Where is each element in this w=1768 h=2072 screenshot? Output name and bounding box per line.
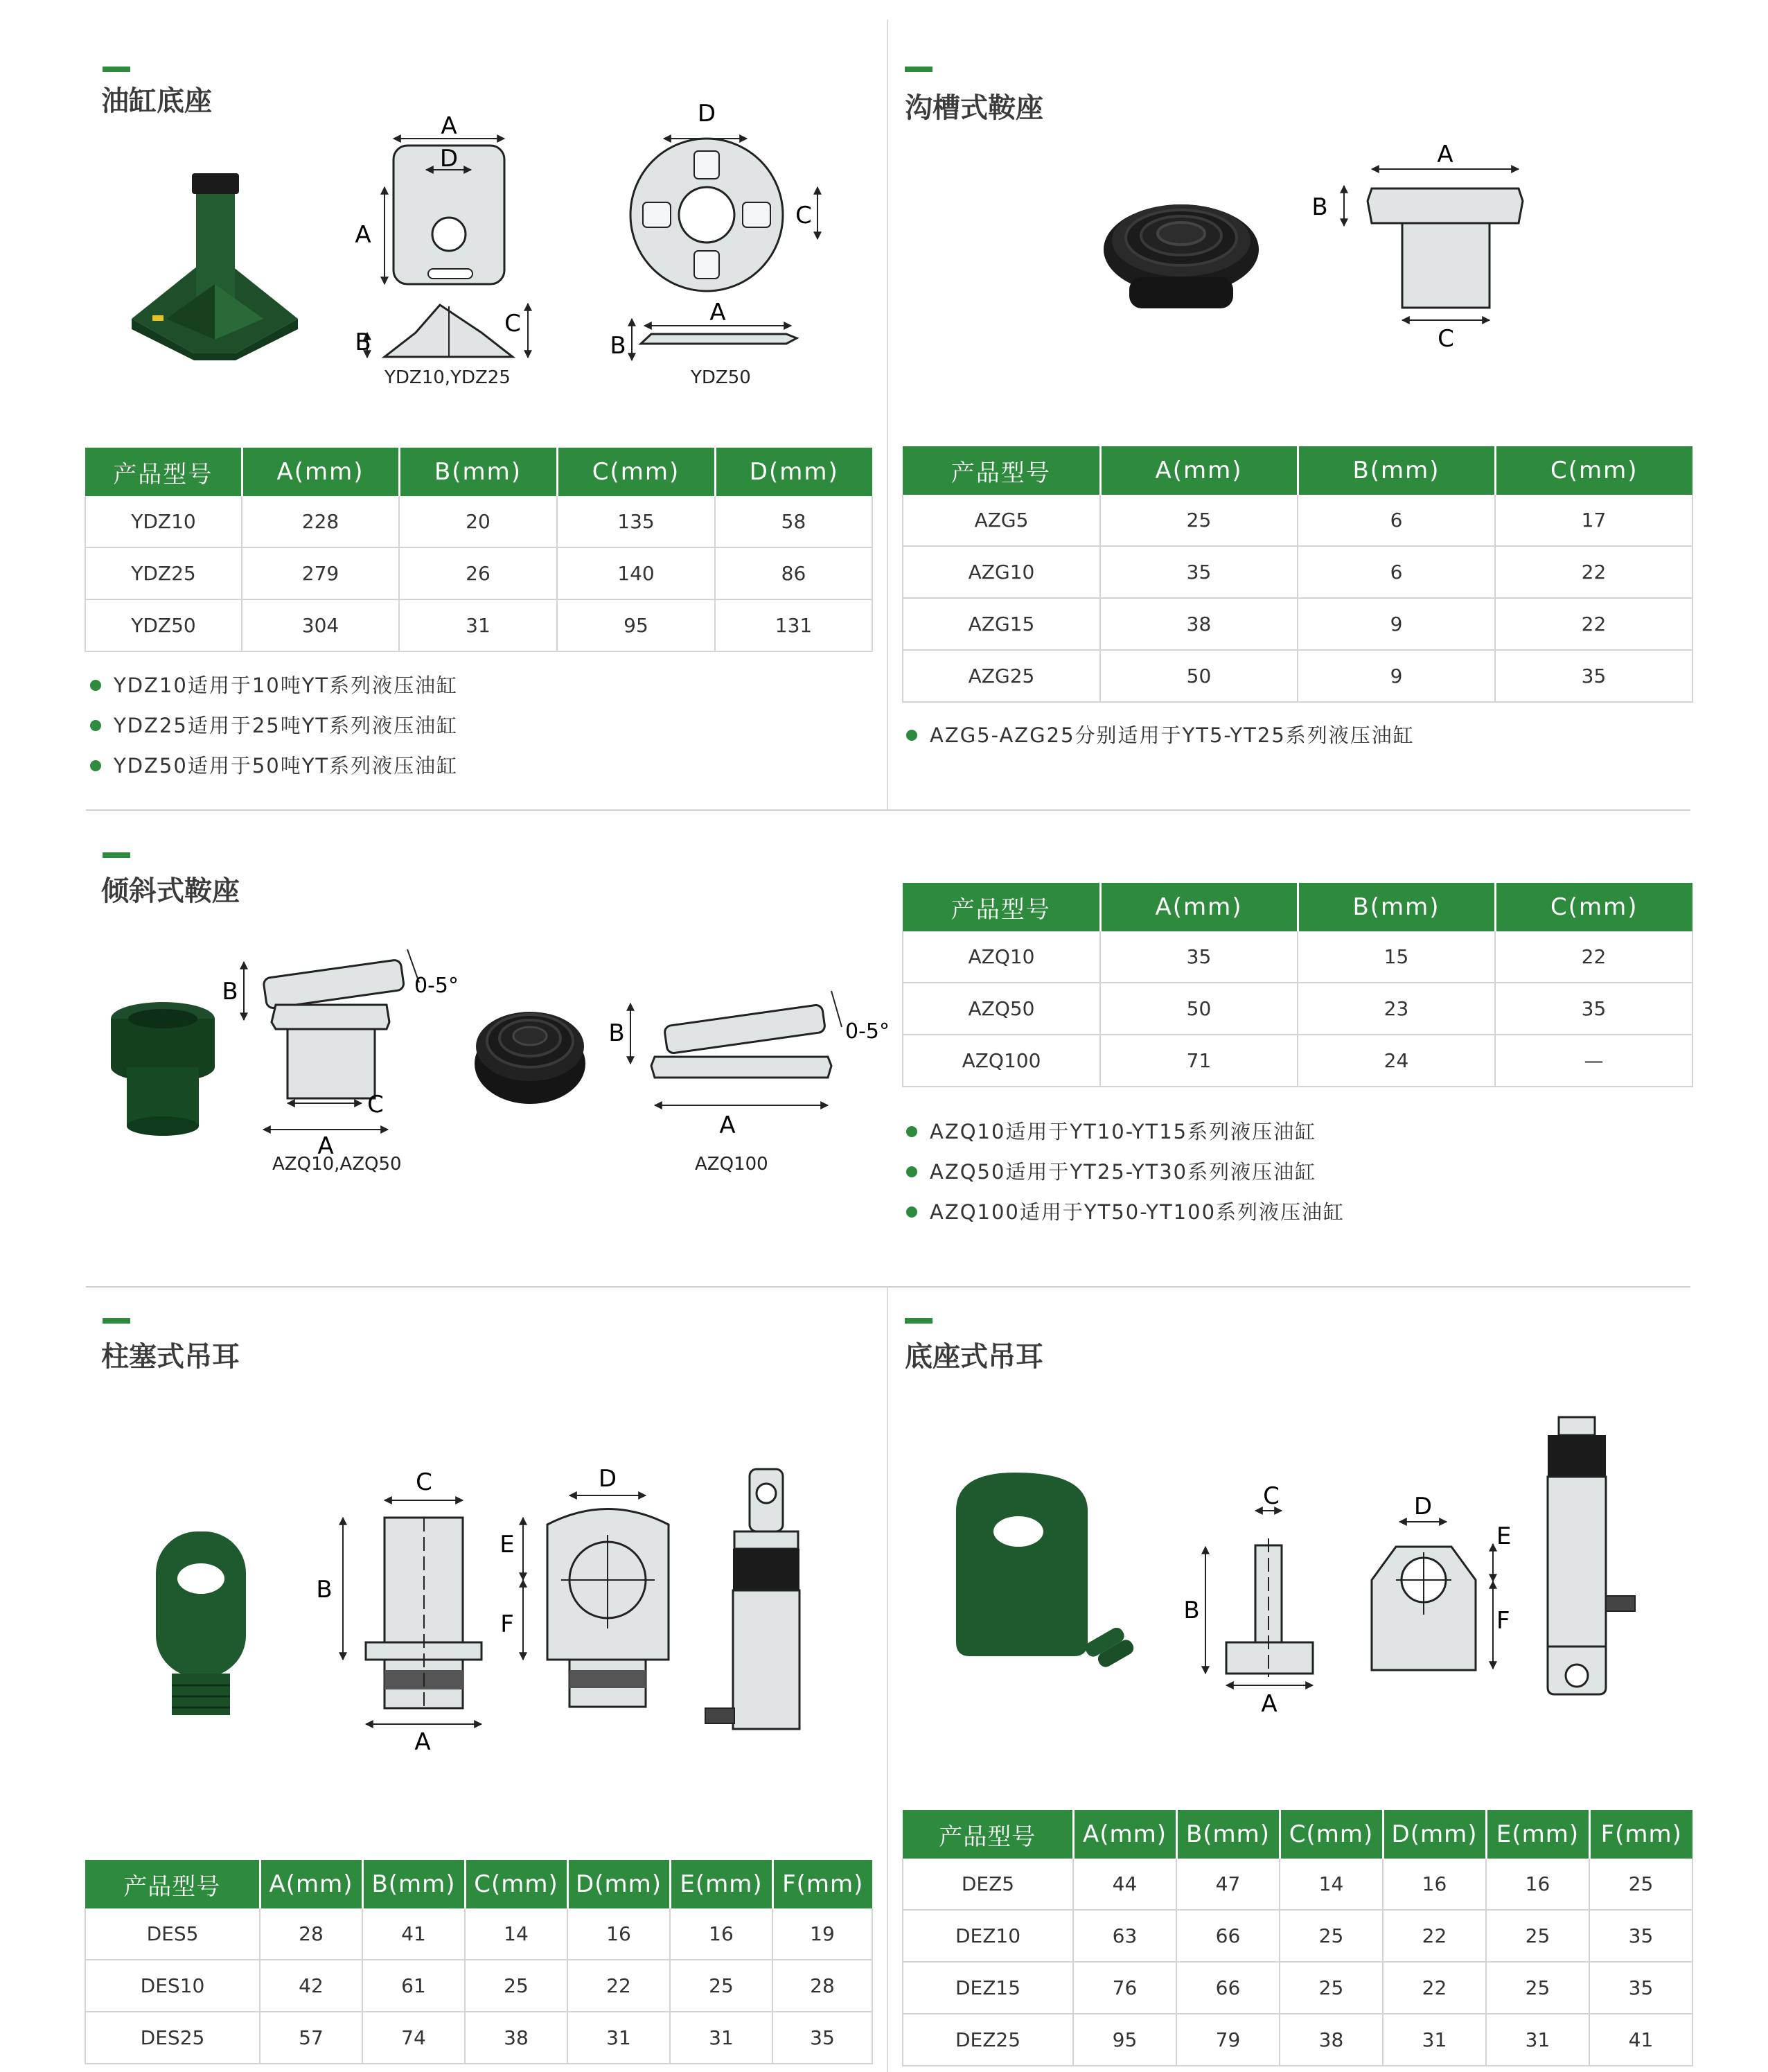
header-c: C(mm) [557, 448, 715, 496]
azq10-azq50-drawing [215, 942, 478, 1164]
cell-model: AZQ100 [903, 1035, 1100, 1087]
note-item: AZQ10适用于YT10-YT15系列液压油缸 [901, 1112, 1345, 1152]
cell-b: 66 [1176, 1962, 1280, 2014]
cylinder-base-notes [85, 665, 458, 786]
note-item: YDZ10适用于10吨YT系列液压油缸 [85, 665, 458, 705]
cell-model: DES5 [85, 1908, 260, 1960]
cell-f: 28 [772, 1960, 872, 2012]
tilt-saddle-notes [901, 1112, 1345, 1232]
cell-c: 14 [465, 1908, 567, 1960]
table-row [85, 547, 872, 599]
header-a: A(mm) [242, 448, 399, 496]
caption-ydz50: YDZ50 [691, 367, 751, 388]
dim-label-angle: 0-5° [845, 1019, 890, 1044]
header-a: A(mm) [260, 1860, 362, 1908]
header-c: C(mm) [1495, 446, 1692, 495]
ydz50-drawing [603, 97, 845, 374]
cell-model: DES25 [85, 2012, 260, 2064]
cell-model: DEZ25 [903, 2014, 1073, 2066]
header-b: B(mm) [362, 1860, 465, 1908]
cell-b: 74 [362, 2012, 465, 2064]
section-accent [103, 1318, 130, 1324]
dim-label-d: D [697, 100, 716, 128]
cell-c: 25 [1280, 1910, 1383, 1962]
cell-model: DEZ10 [903, 1910, 1073, 1962]
table-row [903, 1859, 1692, 1910]
cell-c: 140 [557, 547, 715, 599]
dim-label-e: E [500, 1531, 515, 1559]
section-accent [905, 67, 932, 72]
cell-b: 23 [1298, 983, 1495, 1035]
cell-b: 6 [1298, 495, 1495, 546]
table-row [903, 983, 1692, 1035]
header-a: A(mm) [1073, 1810, 1176, 1859]
cell-d: 86 [715, 547, 872, 599]
section-title-tilt-saddle: 倾斜式鞍座 [101, 875, 240, 907]
plunger-eye-cylinder-drawing [693, 1466, 817, 1743]
cell-c: — [1495, 1035, 1692, 1087]
header-c: C(mm) [1495, 883, 1692, 931]
cell-b: 66 [1176, 1910, 1280, 1962]
cell-b: 15 [1298, 931, 1495, 983]
cell-c: 38 [1280, 2014, 1383, 2066]
table-row [903, 598, 1692, 650]
header-d: D(mm) [567, 1860, 670, 1908]
dim-label-f: F [500, 1610, 514, 1638]
header-d: D(mm) [1383, 1810, 1486, 1859]
table-row [85, 2012, 872, 2064]
dim-label-f: F [1496, 1607, 1510, 1635]
cell-c: 35 [1495, 650, 1692, 702]
dim-label-b: B [316, 1576, 333, 1604]
cell-a: 228 [242, 496, 399, 547]
dim-label-b: B [355, 328, 371, 356]
cell-d: 22 [1383, 1910, 1486, 1962]
table-row [85, 1908, 872, 1960]
caption-ydz10-ydz25: YDZ10,YDZ25 [384, 367, 511, 388]
cell-d: 16 [1383, 1859, 1486, 1910]
base-eye-table [902, 1810, 1693, 2066]
header-d: D(mm) [715, 448, 872, 496]
cell-d: 22 [567, 1960, 670, 2012]
cell-e: 25 [670, 1960, 772, 2012]
cell-a: 76 [1073, 1962, 1176, 2014]
cell-a: 44 [1073, 1859, 1176, 1910]
cell-model: AZQ10 [903, 931, 1100, 983]
cell-model: AZG10 [903, 546, 1100, 598]
dim-label-c: C [795, 202, 812, 229]
cell-model: YDZ25 [85, 547, 242, 599]
cell-b: 31 [399, 599, 557, 651]
cell-c: 135 [557, 496, 715, 547]
header-c: C(mm) [465, 1860, 567, 1908]
cell-model: DEZ5 [903, 1859, 1073, 1910]
header-f: F(mm) [772, 1860, 872, 1908]
header-a: A(mm) [1100, 446, 1298, 495]
header-model: 产品型号 [903, 446, 1100, 495]
dim-label-b: B [1311, 193, 1328, 221]
column-divider-bottom [887, 1288, 888, 2072]
cell-b: 79 [1176, 2014, 1280, 2066]
cell-a: 35 [1100, 546, 1298, 598]
cell-b: 61 [362, 1960, 465, 2012]
header-model: 产品型号 [85, 1860, 260, 1908]
tilt-saddle-photo-black [471, 998, 589, 1109]
note-item: AZQ100适用于YT50-YT100系列液压油缸 [901, 1192, 1345, 1232]
cell-c: 22 [1495, 931, 1692, 983]
section-title-base-eye: 底座式吊耳 [905, 1341, 1043, 1373]
caption-azq10-azq50: AZQ10,AZQ50 [272, 1154, 402, 1175]
cell-f: 19 [772, 1908, 872, 1960]
dim-label-d: D [598, 1465, 617, 1493]
plunger-eye-drawing-front [305, 1462, 492, 1756]
cell-a: 25 [1100, 495, 1298, 546]
tilt-saddle-photo-green [104, 998, 222, 1136]
base-eye-drawing-side [1358, 1490, 1517, 1691]
table-row [85, 496, 872, 547]
plunger-eye-drawing-side [492, 1462, 679, 1726]
header-c: C(mm) [1280, 1810, 1383, 1859]
section-title-grooved-saddle: 沟槽式鞍座 [905, 92, 1043, 124]
cell-a: 28 [260, 1908, 362, 1960]
cell-b: 6 [1298, 546, 1495, 598]
cell-d: 16 [567, 1908, 670, 1960]
dim-label-a: A [317, 1132, 334, 1160]
cell-f: 35 [772, 2012, 872, 2064]
cell-a: 35 [1100, 931, 1298, 983]
cell-e: 25 [1486, 1962, 1589, 2014]
note-item: AZG5-AZG25分别适用于YT5-YT25系列液压油缸 [901, 715, 1415, 755]
cell-b: 47 [1176, 1859, 1280, 1910]
header-model: 产品型号 [903, 883, 1100, 931]
cell-model: DES10 [85, 1960, 260, 2012]
header-a: A(mm) [1100, 883, 1298, 931]
note-item: AZQ50适用于YT25-YT30系列液压油缸 [901, 1152, 1345, 1192]
plunger-eye-table [85, 1860, 873, 2064]
grooved-saddle-photo [1098, 197, 1264, 315]
dim-label-b: B [222, 978, 238, 1006]
cell-model: AZG5 [903, 495, 1100, 546]
dim-label-a: A [709, 299, 726, 326]
dim-label-a: A [719, 1112, 736, 1139]
dim-label-c: C [367, 1091, 384, 1118]
cell-a: 279 [242, 547, 399, 599]
dim-label-b: B [608, 1019, 625, 1047]
table-row [903, 1962, 1692, 2014]
cell-d: 58 [715, 496, 872, 547]
cell-b: 41 [362, 1908, 465, 1960]
cell-d: 22 [1383, 1962, 1486, 2014]
section-divider-1 [86, 809, 1690, 811]
table-row [903, 495, 1692, 546]
ydz10-ydz25-drawing [346, 111, 547, 367]
dim-label-c: C [1263, 1482, 1280, 1510]
note-item: YDZ50适用于50吨YT系列液压油缸 [85, 746, 458, 786]
dim-label-a: A [414, 1728, 431, 1756]
cell-model: AZG15 [903, 598, 1100, 650]
header-model: 产品型号 [85, 448, 242, 496]
cell-c: 95 [557, 599, 715, 651]
base-eye-cylinder-drawing [1538, 1410, 1663, 1708]
cell-a: 50 [1100, 650, 1298, 702]
section-title-cylinder-base: 油缸底座 [101, 85, 212, 117]
dim-label-d: D [439, 145, 459, 173]
dim-label-a: A [441, 112, 457, 140]
cell-f: 25 [1589, 1859, 1692, 1910]
cell-d: 31 [1383, 2014, 1486, 2066]
section-accent [103, 67, 130, 72]
dim-label-c: C [416, 1468, 432, 1496]
base-eye-drawing-front [1178, 1483, 1337, 1719]
cell-model: YDZ50 [85, 599, 242, 651]
dim-label-angle: 0-5° [414, 974, 459, 998]
grooved-saddle-notes [901, 715, 1415, 755]
table-row [903, 2014, 1692, 2066]
dim-label-e: E [1496, 1522, 1512, 1550]
table-row [903, 1910, 1692, 1962]
cell-c: 35 [1495, 983, 1692, 1035]
cell-c: 14 [1280, 1859, 1383, 1910]
cell-a: 304 [242, 599, 399, 651]
cell-b: 9 [1298, 650, 1495, 702]
azq100-drawing [603, 984, 890, 1150]
dim-label-c: C [1438, 325, 1454, 353]
cell-e: 16 [670, 1908, 772, 1960]
dim-label-b: B [610, 332, 626, 360]
cell-a: 57 [260, 2012, 362, 2064]
section-accent [103, 852, 130, 858]
dim-label-a-side: A [355, 221, 371, 249]
cell-f: 35 [1589, 1910, 1692, 1962]
cell-e: 31 [670, 2012, 772, 2064]
dim-label-a: A [1437, 141, 1453, 168]
cell-a: 42 [260, 1960, 362, 2012]
cell-c: 22 [1495, 546, 1692, 598]
cell-e: 31 [1486, 2014, 1589, 2066]
caption-azq100: AZQ100 [695, 1154, 768, 1175]
column-divider-top [887, 19, 888, 811]
table-row [85, 599, 872, 651]
table-row [85, 1960, 872, 2012]
header-e: E(mm) [670, 1860, 772, 1908]
cell-e: 16 [1486, 1859, 1589, 1910]
header-b: B(mm) [1176, 1810, 1280, 1859]
cell-c: 17 [1495, 495, 1692, 546]
header-f: F(mm) [1589, 1810, 1692, 1859]
cell-a: 50 [1100, 983, 1298, 1035]
section-title-plunger-eye: 柱塞式吊耳 [101, 1341, 240, 1373]
table-row [903, 546, 1692, 598]
cell-d: 131 [715, 599, 872, 651]
plunger-eye-photo [145, 1525, 256, 1732]
cell-c: 25 [465, 1960, 567, 2012]
cell-model: DEZ15 [903, 1962, 1073, 2014]
dim-label-b: B [1183, 1597, 1200, 1624]
cell-model: YDZ10 [85, 496, 242, 547]
cell-e: 25 [1486, 1910, 1589, 1962]
cell-f: 35 [1589, 1962, 1692, 2014]
dim-label-c: C [504, 310, 521, 337]
cell-c: 38 [465, 2012, 567, 2064]
section-divider-2 [86, 1286, 1690, 1288]
cell-a: 71 [1100, 1035, 1298, 1087]
table-row [903, 1035, 1692, 1087]
cell-b: 9 [1298, 598, 1495, 650]
cell-a: 95 [1073, 2014, 1176, 2066]
cylinder-base-photo [125, 159, 305, 360]
header-model: 产品型号 [903, 1810, 1073, 1859]
cell-c: 22 [1495, 598, 1692, 650]
cell-f: 41 [1589, 2014, 1692, 2066]
header-b: B(mm) [1298, 446, 1495, 495]
cell-b: 20 [399, 496, 557, 547]
cylinder-base-table [85, 448, 873, 652]
cell-a: 38 [1100, 598, 1298, 650]
cell-c: 25 [1280, 1962, 1383, 2014]
cell-model: AZQ50 [903, 983, 1100, 1035]
cell-d: 31 [567, 2012, 670, 2064]
dim-label-d: D [1413, 1493, 1433, 1520]
header-e: E(mm) [1486, 1810, 1589, 1859]
tilt-saddle-table [902, 883, 1693, 1087]
cell-model: AZG25 [903, 650, 1100, 702]
section-accent [905, 1318, 932, 1324]
header-b: B(mm) [399, 448, 557, 496]
grooved-saddle-table [902, 446, 1693, 703]
table-row [903, 650, 1692, 702]
note-item: YDZ25适用于25吨YT系列液压油缸 [85, 705, 458, 746]
header-b: B(mm) [1298, 883, 1495, 931]
grooved-saddle-drawing [1302, 139, 1538, 353]
cell-b: 24 [1298, 1035, 1495, 1087]
cell-b: 26 [399, 547, 557, 599]
cell-a: 63 [1073, 1910, 1176, 1962]
base-eye-photo [949, 1469, 1157, 1691]
table-row [903, 931, 1692, 983]
dim-label-a: A [1261, 1690, 1278, 1718]
